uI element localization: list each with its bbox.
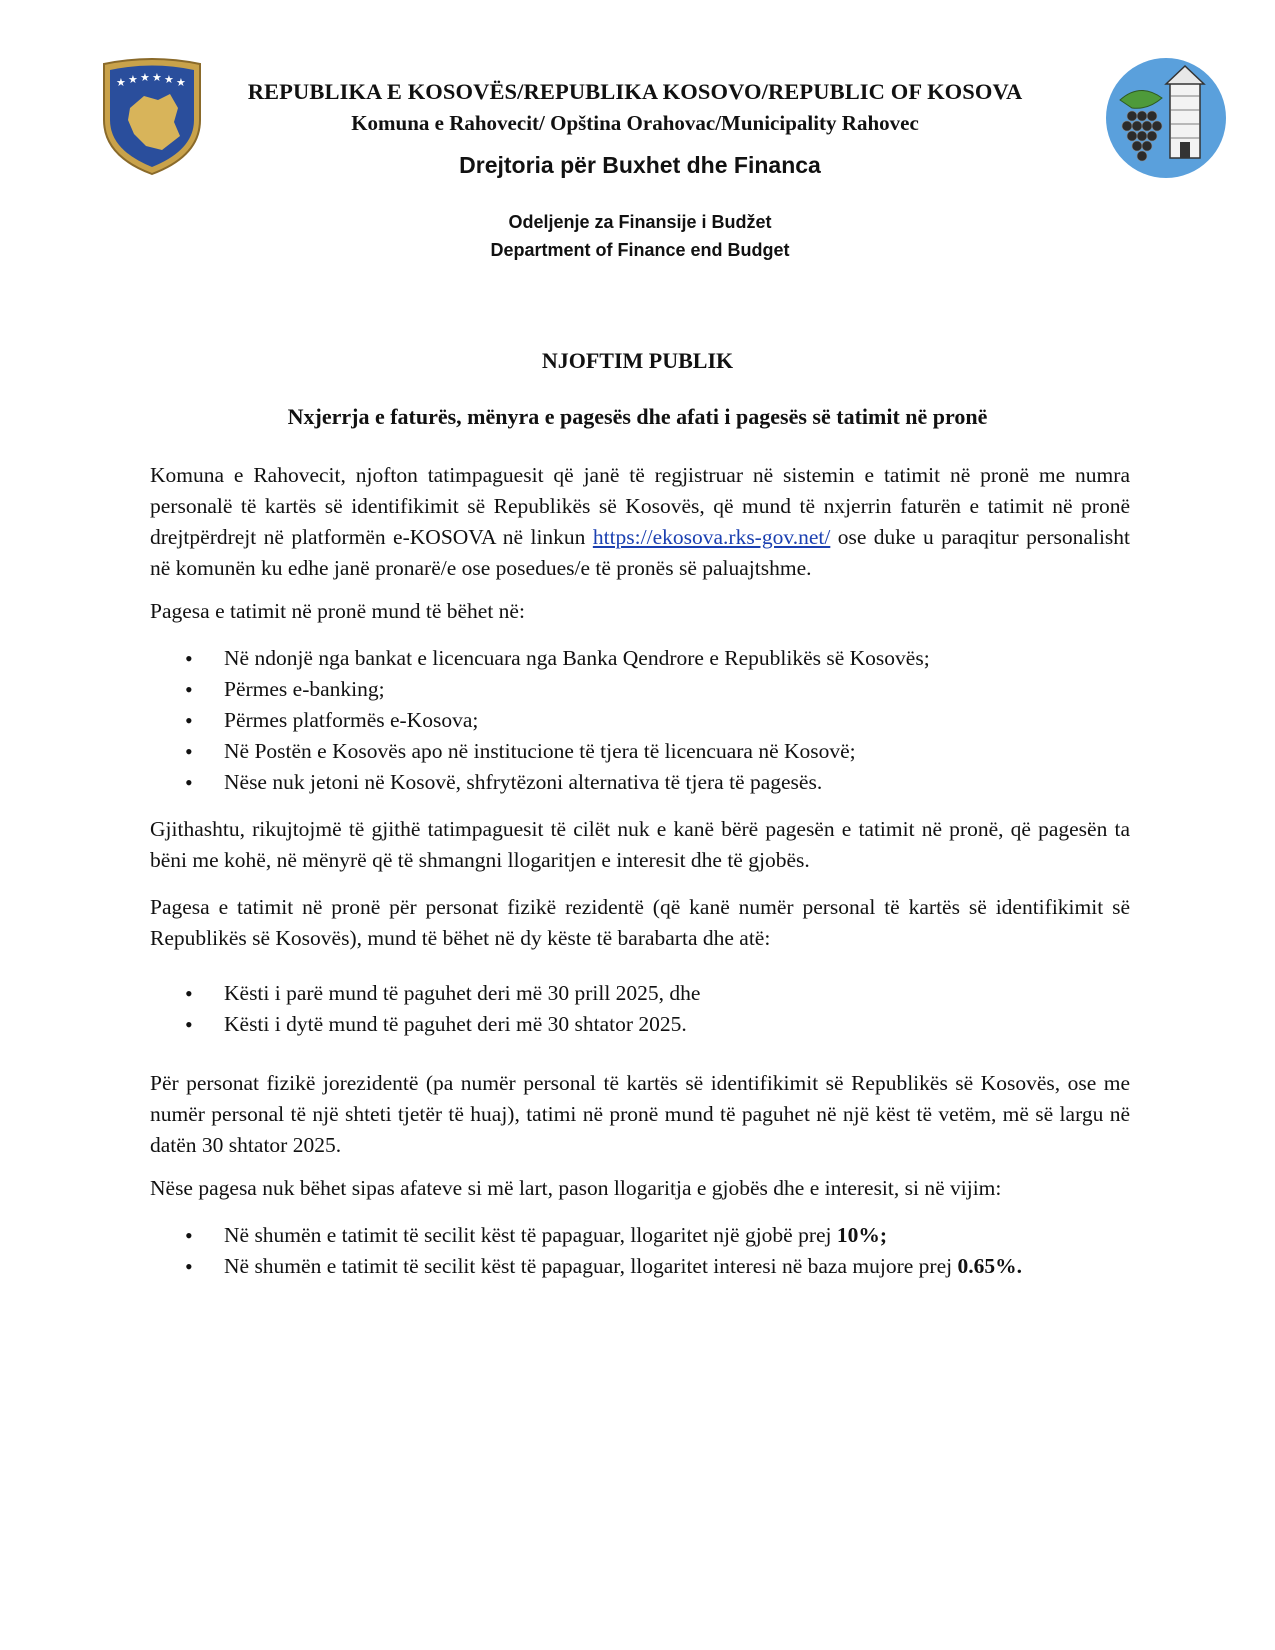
- reminder-paragraph: Gjithashtu, rikujtojmë të gjithë tatimpaguesit të cilët nuk e kanë bërë pagesën e tatimit në pronë, që pagesën ta bëni me kohë, në mënyrë që të shmangni llogaritjen e interesit dhe të gjobës.: [150, 817, 1130, 872]
- bullet-icon: •: [185, 646, 193, 671]
- notice-body: [150, 460, 1130, 1282]
- bullet-icon: •: [185, 1012, 193, 1037]
- ekosova-link[interactable]: https://ekosova.rks-gov.net/: [592, 525, 831, 549]
- penalty-rate: 10%;: [836, 1223, 888, 1247]
- rahovec-logo-icon: [1104, 56, 1228, 180]
- bullet-icon: •: [185, 708, 193, 733]
- svg-text:★: ★: [116, 76, 126, 89]
- list-item: • Kësti i dytë mund të paguhet deri më 30 shtator 2025.: [224, 1009, 1130, 1040]
- bullet-icon: •: [185, 1223, 193, 1248]
- list-item: • Kësti i parë mund të paguhet deri më 30 prill 2025, dhe: [224, 978, 1130, 1009]
- svg-text:★: ★: [140, 71, 150, 84]
- residents-paragraph: Pagesa e tatimit në pronë për personat fizikë rezidentë (që kanë numër personal të kartës së identifikimit së Republikës së Kosovës), mund të bëhet në dy këste të barabarta dhe atë:: [150, 895, 1130, 950]
- nonresidents-paragraph: Për personat fizikë jorezidentë (pa numër personal të kartës së identifikimit së Republikës së Kosovës, ose me numër personal të një shteti tjetër të huaj), tatimi në pronë mund të paguhet në një këst të vetëm, më së largu në datën 30 shtator 2025.: [150, 1071, 1130, 1157]
- list-item: • Përmes e-banking;: [224, 674, 1130, 705]
- list-item: • Nëse nuk jetoni në Kosovë, shfrytëzoni alternativa të tjera të pagesës.: [224, 767, 1130, 798]
- bullet-icon: •: [185, 677, 193, 702]
- bullet-icon: •: [185, 1254, 193, 1279]
- penalty-intro: Nëse pagesa nuk bëhet sipas afateve si më lart, pason llogaritja e gjobës dhe e interesit, si në vijim:: [150, 1176, 1002, 1200]
- bullet-icon: •: [185, 770, 193, 795]
- header-municipality: Komuna e Rahovecit/ Opština Orahovac/Municipality Rahovec: [351, 111, 919, 135]
- list-item: • Në shumën e tatimit të secilit këst të papaguar, llogaritet interesi në baza mujore prej 0.65%.: [224, 1251, 1130, 1282]
- bullet-icon: •: [185, 739, 193, 764]
- list-item: • Në Postën e Kosovës apo në institucione të tjera të licencuara në Kosovë;: [224, 736, 1130, 767]
- payment-intro: Pagesa e tatimit në pronë mund të bëhet në:: [150, 599, 525, 623]
- bullet-icon: •: [185, 981, 193, 1006]
- notice-title: NJOFTIM PUBLIK: [541, 348, 734, 373]
- list-item: • Përmes platformës e-Kosova;: [224, 705, 1130, 736]
- intro-paragraph: Komuna e Rahovecit, njofton tatimpaguesit që janë të regjistruar në sistemin e tatimit në pronë me numra personalë të kartës së identifikimit së Republikës së Kosovës, që mund të nxjerrin faturën e tatimit në pronë drejtpërdrejt në platformën e-KOSOVA në linkun https://ekosova.rks-gov.net/ ose duke u paraqitur personalisht në komunën ku edhe janë pronarë/e ose posedues/e të pronës së paluajtshme.: [150, 463, 1131, 580]
- header-country: REPUBLIKA E KOSOVËS/REPUBLIKA KOSOVO/REPUBLIC OF KOSOVA: [247, 79, 1023, 104]
- svg-text:★: ★: [152, 71, 162, 84]
- kosovo-emblem-icon: [100, 58, 204, 176]
- header-directorate: Drejtoria për Buxhet dhe Financa: [459, 152, 821, 178]
- department-en: Department of Finance end Budget: [490, 240, 790, 260]
- svg-text:★: ★: [176, 76, 186, 89]
- list-item: • Në ndonjë nga bankat e licencuara nga Banka Qendrore e Republikës së Kosovës;: [224, 643, 1130, 674]
- department-sr: Odeljenje za Finansije i Budžet: [508, 212, 772, 232]
- list-item: • Në shumën e tatimit të secilit këst të papaguar, llogaritet një gjobë prej 10%;: [224, 1220, 1130, 1251]
- notice-subject: Nxjerrja e faturës, mënyra e pagesës dhe afati i pagesës së tatimit në pronë: [287, 404, 988, 429]
- installments-list: [150, 978, 1130, 1040]
- penalties-list: [150, 1220, 1130, 1282]
- payment-methods-list: [150, 643, 1130, 798]
- svg-text:★: ★: [128, 73, 138, 86]
- interest-rate: 0.65%.: [957, 1254, 1022, 1278]
- header-department: [320, 208, 960, 264]
- svg-text:★: ★: [164, 73, 174, 86]
